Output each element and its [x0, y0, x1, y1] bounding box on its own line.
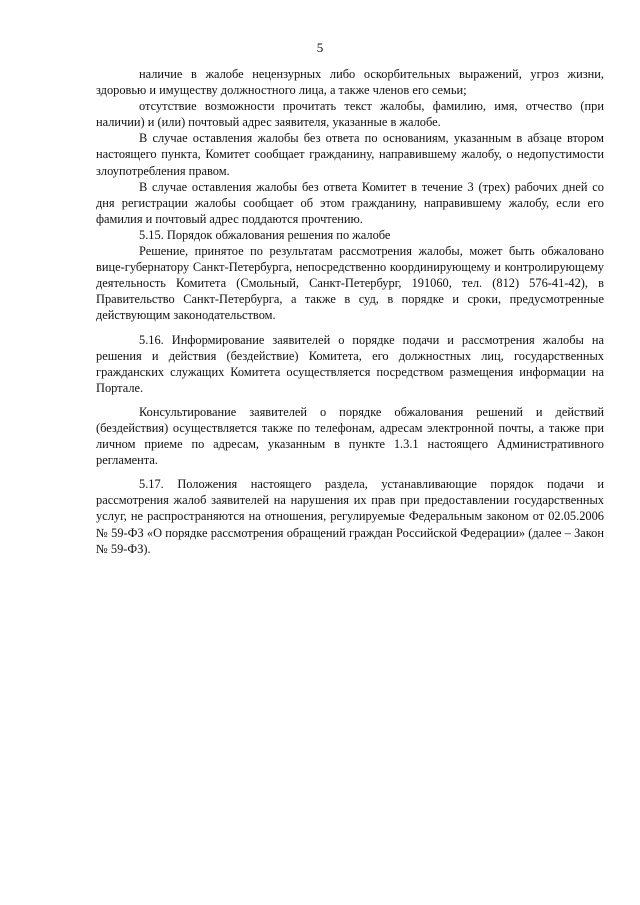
section-heading-5-15: 5.15. Порядок обжалования решения по жалобе [139, 227, 391, 242]
paragraph-no-answer-notice: В случае оставления жалобы без ответа Комитет в течение 3 (трех) рабочих дней со дня регистрации жалобы сообщает об этом гражданину, направившему жалобу, если его фамилия и почтовый адрес поддаются прочтению. [96, 179, 604, 226]
paragraph-unreadable: отсутствие возможности прочитать текст жалобы, фамилию, имя, отчество (при наличии) и (или) почтовый адрес заявителя, указанные в жалобе. [96, 99, 604, 130]
paragraph-consulting: Консультирование заявителей о порядке обжалования решений и действий (бездействия) осуществляется также по телефонам, адресам электронной почты, а также при личном приеме по адресам, указанным в пункте 1.3.1 настоящего Административного регламента. [96, 404, 604, 468]
page-number: 5 [316, 40, 324, 55]
paragraph-5-17-scope: 5.17. Положения настоящего раздела, устанавливающие порядок подачи и рассмотрения жалоб заявителей на нарушения их прав при предоставлении государственных услуг, не распространяются на отношения, регулируемые Федеральным законом от 02.05.2006 № 59-ФЗ «О порядке рассмотрения обращений граждан Российской Федерации» (далее – Закон № 59-ФЗ). [96, 477, 604, 556]
paragraph-abuse-notice: В случае оставления жалобы без ответа по основаниям, указанным в абзаце втором настоящего пункта, Комитет сообщает гражданину, направившему жалобу, о недопустимости злоупотребления правом. [96, 131, 604, 178]
paragraph-appeal-procedure: Решение, принятое по результатам рассмотрения жалобы, может быть обжаловано вице-губернатору Санкт-Петербурга, непосредственно координирующему и контролирующему деятельность Комитета (Смольный, Санкт-Петербург, 191060, тел. (812) 576-41-42), в Правительство Санкт-Петербурга, а также в суд, в порядке и сроки, предусмотренные действующим законодательством. [96, 244, 604, 323]
document-body [96, 66, 604, 557]
paragraph-profanity: наличие в жалобе нецензурных либо оскорбительных выражений, угроз жизни, здоровью и имуществу должностного лица, а также членов его семьи; [96, 67, 604, 98]
paragraph-5-16-informing: 5.16. Информирование заявителей о порядке подачи и рассмотрения жалобы на решения и действия (бездействие) Комитета, его должностных лиц, государственных гражданских служащих Комитета осуществляется посредством размещения информации на Портале. [96, 332, 604, 395]
